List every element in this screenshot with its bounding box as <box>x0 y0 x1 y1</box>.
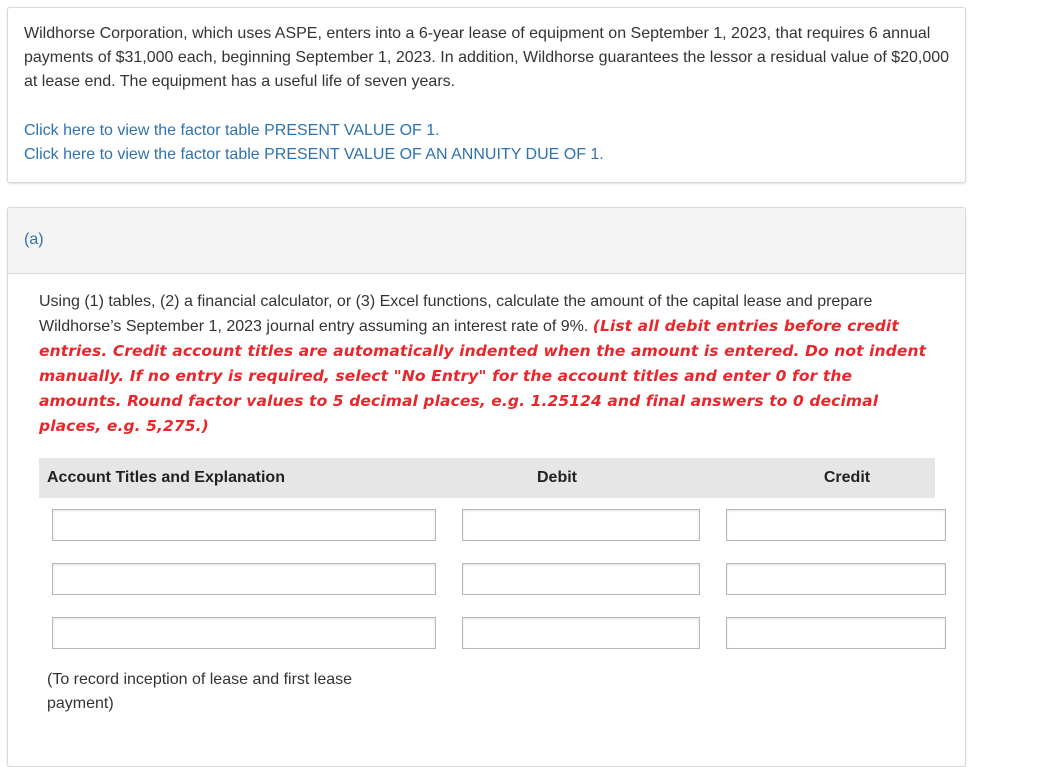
column-header-debit: Debit <box>537 469 577 486</box>
journal-entry-memo: (To record inception of lease and first lease payment) <box>47 671 353 712</box>
debit-input-1[interactable] <box>462 509 700 541</box>
part-a-card <box>7 207 966 767</box>
question-instructions: (List all debit entries before credit entries. Credit account titles are automatically indented when the amount is entered. Do not indent manually. If no entry is required, select "No Entry" for the account titles and enter 0 for the amounts. Round factor values to 5 decimal places, e.g. 1.25124 and final answers to 0 decimal places, e.g. 5,275.) <box>39 317 927 435</box>
account-title-input-2[interactable] <box>52 563 436 595</box>
pv-of-1-table-link[interactable]: Click here to view the factor table PRESENT VALUE OF 1. <box>24 122 440 139</box>
part-label: (a) <box>24 231 44 248</box>
debit-input-2[interactable] <box>462 563 700 595</box>
column-header-credit: Credit <box>823 469 871 486</box>
question-text <box>39 290 929 439</box>
account-title-input-3[interactable] <box>52 617 436 649</box>
column-header-account: Account Titles and Explanation <box>47 469 285 486</box>
question-body: Using (1) tables, (2) a financial calculator, or (3) Excel functions, calculate the amount of the capital lease and prepare Wildhorse’s September 1, 2023 journal entry assuming an interest rate of 9%. <box>39 293 873 335</box>
account-title-input-1[interactable] <box>52 509 436 541</box>
part-header <box>8 208 965 274</box>
credit-input-1[interactable] <box>726 509 946 541</box>
credit-input-3[interactable] <box>726 617 946 649</box>
debit-input-3[interactable] <box>462 617 700 649</box>
problem-statement: Wildhorse Corporation, which uses ASPE, enters into a 6-year lease of equipment on September 1, 2023, that requires 6 annual payments of $31,000 each, beginning September 1, 2023. In addition, Wildhorse guarantees the lessor a residual value of $20,000 at lease end. The equipment has a useful life of seven years. <box>24 25 950 90</box>
problem-card <box>7 7 966 183</box>
pv-annuity-due-table-link[interactable]: Click here to view the factor table PRESENT VALUE OF AN ANNUITY DUE OF 1. <box>24 146 604 163</box>
journal-table-header <box>39 458 935 498</box>
credit-input-2[interactable] <box>726 563 946 595</box>
